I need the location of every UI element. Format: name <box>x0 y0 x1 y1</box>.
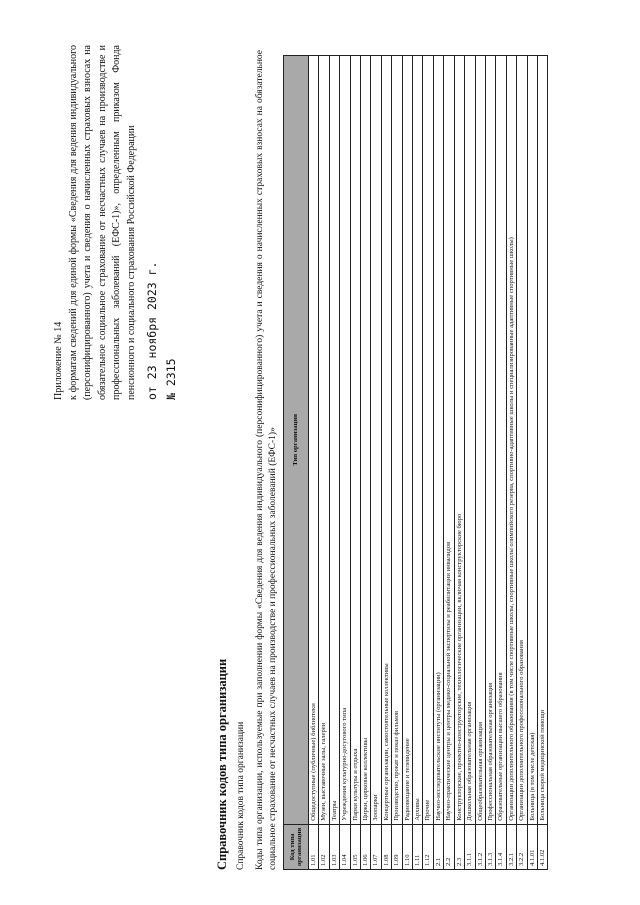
cell-type: Общедоступные (публичные) библиотеки <box>309 56 319 825</box>
table-row <box>496 56 506 870</box>
appendix-title: Приложение № 14 <box>53 321 64 400</box>
cell-type: Архивы <box>413 56 423 825</box>
cell-code: 4.1.02 <box>537 824 547 869</box>
cell-type: Научно-практические центры и центры медико-социальной экспертизы и реабилитации инвалидов <box>444 56 454 825</box>
cell-code: 3.1.1 <box>465 824 475 869</box>
cell-type: Театры <box>329 56 339 825</box>
header-code: Код типа организации <box>284 824 309 869</box>
cell-type: Зоопарки <box>371 56 381 825</box>
cell-type: Учреждения культурно-досугового типа <box>340 56 350 825</box>
cell-type: Производство, прокат и показ фильмов <box>392 56 402 825</box>
table-row <box>392 56 402 870</box>
cell-type: Конструкторские, проектно-конструкторские, технологические организации, включая конструкторские бюро <box>454 56 464 825</box>
table-row <box>423 56 433 870</box>
reference-subtitle: Справочник кодов типа организации <box>236 721 246 870</box>
cell-type: Прочие <box>423 56 433 825</box>
appendix-date: от 23 ноября 2023 г. <box>144 261 159 400</box>
cell-code: 3.1.3 <box>485 824 495 869</box>
cell-type: Музеи, выставочные залы, галереи <box>319 56 329 825</box>
table-row <box>537 56 547 870</box>
reference-title: Справочник кодов типа организации <box>215 658 229 870</box>
table-body <box>309 56 548 870</box>
cell-code: 2.2 <box>444 824 454 869</box>
cell-type: Организации дополнительного образования (в том числе спортивные школы, спортивные школы олимпийского резерва, спортивно-адаптивные школы и специализированные адаптивные спортивные школы) <box>506 56 516 825</box>
table-row <box>485 56 495 870</box>
cell-type: Образовательные организации высшего образования <box>496 56 506 825</box>
cell-code: 1.05 <box>350 824 360 869</box>
cell-type: Концертные организации, самостоятельные коллективы <box>381 56 391 825</box>
cell-code: 1.03 <box>329 824 339 869</box>
cell-code: 1.07 <box>371 824 381 869</box>
header-type: Тип организации <box>284 56 309 825</box>
cell-code: 2.3 <box>454 824 464 869</box>
organization-type-table <box>283 55 548 870</box>
table-header-row <box>284 56 309 870</box>
appendix-number: № 2315 <box>164 358 179 400</box>
table-row <box>361 56 371 870</box>
table-row <box>381 56 391 870</box>
table-row <box>475 56 485 870</box>
cell-type: Больница скорой медицинской помощи <box>537 56 547 825</box>
table-row <box>402 56 412 870</box>
cell-code: 1.04 <box>340 824 350 869</box>
cell-code: 3.1.4 <box>496 824 506 869</box>
table-row <box>413 56 423 870</box>
cell-code: 1.11 <box>413 824 423 869</box>
table-row <box>465 56 475 870</box>
cell-type: Научно-исследовательские институты (организации) <box>433 56 443 825</box>
cell-code: 4.1.01 <box>527 824 537 869</box>
cell-type: Дошкольная образовательная организация <box>465 56 475 825</box>
cell-code: 1.12 <box>423 824 433 869</box>
cell-code: 1.10 <box>402 824 412 869</box>
table-row <box>527 56 537 870</box>
cell-type: Общеобразовательная организация <box>475 56 485 825</box>
table-row <box>444 56 454 870</box>
cell-code: 2.1 <box>433 824 443 869</box>
appendix-text: к форматам сведений для единой формы «Сведения для ведения индивидуального (персонифицированного) учета и сведения о начисленных страховых взносах на обязательное социальное страхование от несчастных случаев на производстве и профессиональных заболеваний (ЕФС-1)», определенным приказом Фонда пенсионного и социального страхования Российской Федерации <box>67 45 137 400</box>
cell-code: 3.2.1 <box>506 824 516 869</box>
table-row <box>371 56 381 870</box>
cell-type: Организации дополнительного профессионального образования <box>517 56 527 825</box>
table-row <box>433 56 443 870</box>
table-row <box>340 56 350 870</box>
cell-type: Больница (в том числе детская) <box>527 56 537 825</box>
cell-code: 1.01 <box>309 824 319 869</box>
cell-code: 1.02 <box>319 824 329 869</box>
table-row <box>350 56 360 870</box>
table-row <box>329 56 339 870</box>
table-row <box>506 56 516 870</box>
cell-code: 1.09 <box>392 824 402 869</box>
cell-code: 3.1.2 <box>475 824 485 869</box>
table-row <box>517 56 527 870</box>
cell-code: 1.08 <box>381 824 391 869</box>
cell-type: Радиовещание и телевидение <box>402 56 412 825</box>
cell-type: Цирки, цирковые коллективы <box>361 56 371 825</box>
cell-code: 1.06 <box>361 824 371 869</box>
table-row <box>309 56 319 870</box>
appendix-block <box>52 45 179 400</box>
table-row <box>454 56 464 870</box>
cell-type: Профессиональная образовательная организация <box>485 56 495 825</box>
cell-type: Парки культуры и отдыха <box>350 56 360 825</box>
table-row <box>319 56 329 870</box>
reference-description: Коды типа организации, используемые при заполнении формы «Сведения для ведения индивидуального (персонифицированного) учета и сведения о начисленных страховых взносах на обязательное социальное страхование от несчастных случаев на производстве и профессиональных заболеваний (ЕФС-1)» <box>255 50 278 870</box>
cell-code: 3.2.2 <box>517 824 527 869</box>
